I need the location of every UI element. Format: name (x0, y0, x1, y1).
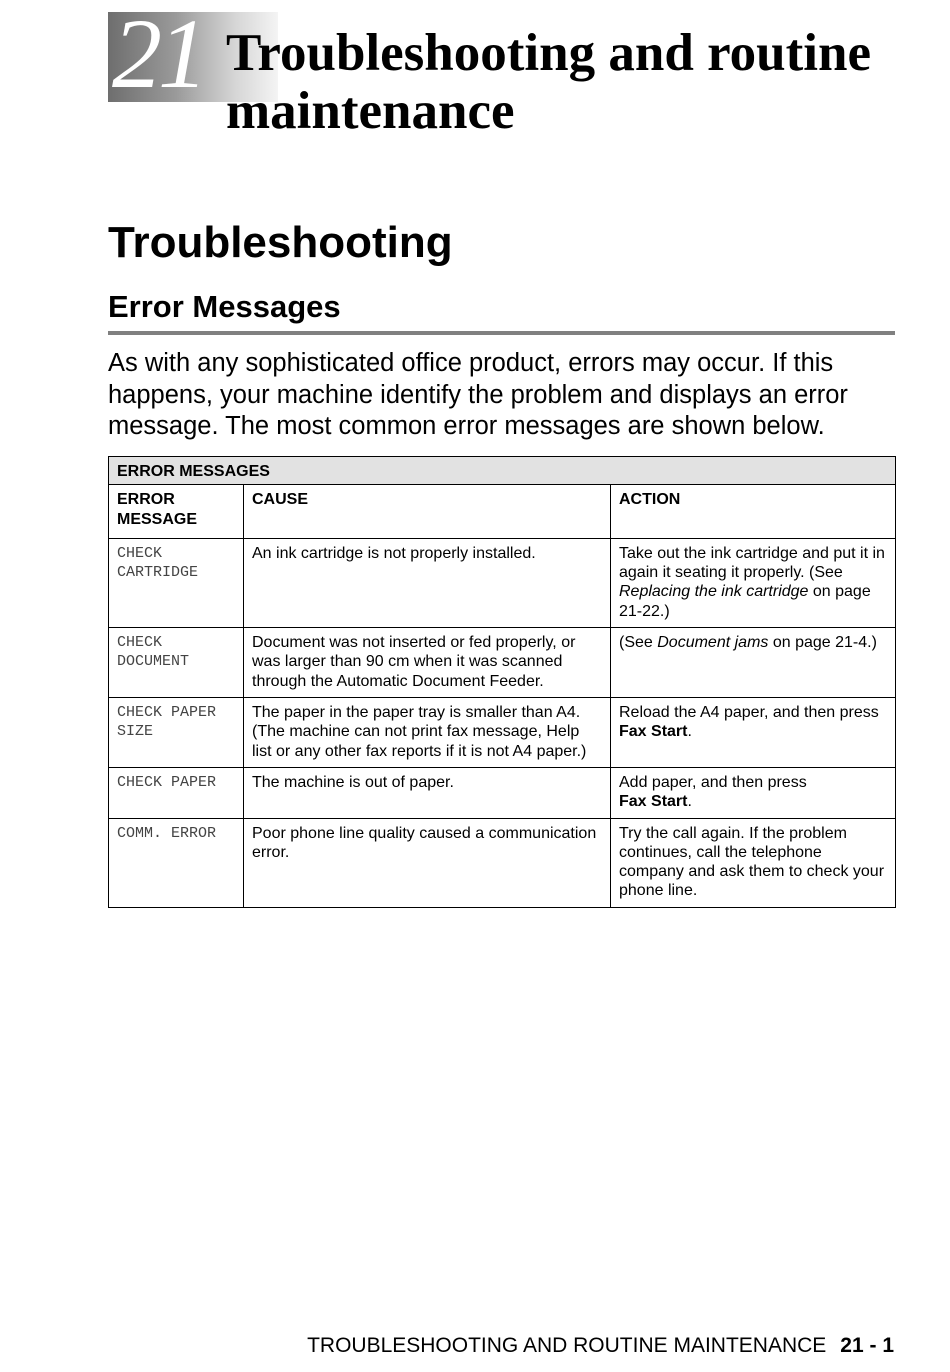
error-code-cell (109, 628, 244, 698)
error-code-cell (109, 697, 244, 767)
action-cell (611, 767, 896, 818)
table-caption-row (109, 457, 896, 485)
action-text-end: on page 21-4.) (768, 634, 877, 652)
chapter-number: 21 (112, 0, 204, 109)
action-cell: Try the call again. If the problem continues, call the telephone company and ask them to check your phone line. (611, 818, 896, 907)
intro-paragraph: As with any sophisticated office product, errors may occur. If this happens, your machine identify the problem and displays an error message. The most common error messages are shown below. (108, 349, 848, 440)
button-name: Fax Start (619, 793, 688, 811)
page-footer (290, 1333, 894, 1359)
error-code: CHECK DOCUMENT (117, 634, 190, 671)
action-text: Add paper, and then press (619, 773, 807, 791)
action-cell (611, 538, 896, 627)
column-header-cause: CAUSE (244, 485, 611, 539)
table-row (109, 538, 896, 627)
action-cell (611, 697, 896, 767)
error-code-cell (109, 538, 244, 627)
page-number: 21 - 1 (840, 1334, 894, 1357)
button-name: Fax Start (619, 723, 688, 741)
action-text: (See (619, 634, 658, 652)
table-row (109, 818, 896, 907)
action-text: Take out the ink cartridge and put it in again it seating it properly. (See (619, 544, 885, 582)
table-row (109, 628, 896, 698)
action-text: Reload the A4 paper, and then press (619, 703, 879, 721)
error-code-cell: COMM. ERROR (109, 818, 244, 907)
action-text-end: . (687, 793, 692, 811)
heading-rule (108, 331, 895, 335)
cause-cell: The paper in the paper tray is smaller than A4. (The machine can not print fax message, Help list or any other fax reports if it is not A4 paper.) (244, 697, 611, 767)
cross-reference: Replacing the ink cartridge (619, 583, 809, 601)
table-row (109, 767, 896, 818)
cause-cell: Document was not inserted or fed properly, or was larger than 90 cm when it was scanned through the Automatic Document Feeder. (244, 628, 611, 698)
footer-title: TROUBLESHOOTING AND ROUTINE MAINTENANCE (307, 1334, 827, 1357)
error-code-cell: CHECK PAPER (109, 767, 244, 818)
column-header-error-message: ERROR MESSAGE (109, 485, 244, 539)
action-cell (611, 628, 896, 698)
subsection-title: Error Messages (108, 289, 341, 324)
error-code: CHECK PAPER SIZE (117, 703, 217, 741)
error-messages-table (108, 456, 896, 908)
cross-reference: Document jams (657, 634, 769, 652)
action-text-end: on page 21-22.) (619, 583, 871, 620)
table-caption: ERROR MESSAGES (109, 457, 896, 485)
cause-cell: The machine is out of paper. (244, 767, 611, 818)
error-code: CHECK CARTRIDGE (117, 544, 199, 582)
table-row (109, 697, 896, 767)
chapter-title: Troubleshooting and routine maintenance (226, 24, 872, 140)
table-header-row (109, 485, 896, 539)
cause-cell: An ink cartridge is not properly installed. (244, 538, 611, 627)
column-header-action: ACTION (611, 485, 896, 539)
action-text-end: . (687, 723, 692, 741)
cause-cell: Poor phone line quality caused a communication error. (244, 818, 611, 907)
section-title: Troubleshooting (108, 218, 453, 267)
